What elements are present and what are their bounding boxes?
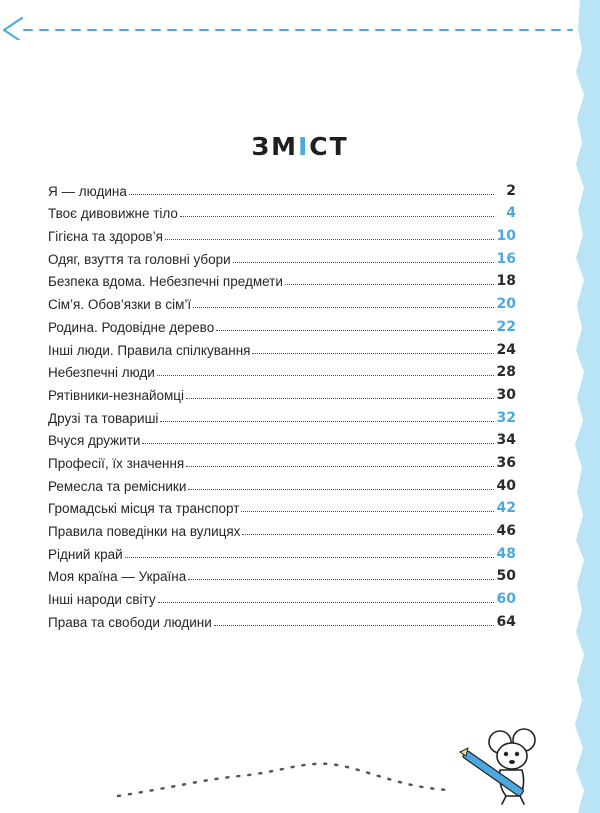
decorative-dotted-path	[110, 740, 470, 810]
toc-leader-dots	[252, 353, 494, 354]
toc-item	[48, 312, 516, 335]
toc-item-label: Ремесла та ремісники	[48, 478, 187, 494]
toc-item	[48, 584, 516, 607]
toc-item-label: Громадські місця та транспорт	[48, 501, 240, 517]
toc-item-label: Родина. Родовідне дерево	[48, 319, 215, 335]
toc-item-page: 48	[496, 545, 516, 562]
mouse-with-pencil-icon	[454, 722, 544, 808]
toc-leader-dots	[242, 534, 494, 535]
toc-leader-dots	[158, 602, 494, 603]
toc-item-page: 36	[496, 454, 516, 471]
toc-leader-dots	[285, 284, 494, 285]
toc-item-page: 46	[496, 523, 516, 539]
toc-leader-dots	[186, 466, 494, 467]
toc-item-label: Професії, їх значення	[48, 455, 185, 471]
toc-item	[48, 267, 516, 290]
toc-item-label: Правила поведінки на вулицях	[48, 524, 241, 539]
toc-item	[48, 607, 516, 630]
top-dashed-line	[0, 0, 600, 40]
toc-item	[48, 403, 516, 426]
toc-item-label: Небезпечні люди	[48, 365, 155, 381]
toc-item-page: 4	[506, 205, 516, 222]
toc-leader-dots	[180, 216, 494, 217]
toc-leader-dots	[125, 557, 494, 558]
toc-item-label: Моя країна — Україна	[48, 569, 187, 585]
toc-item	[48, 244, 516, 267]
toc-item-page: 32	[496, 409, 516, 426]
toc-item	[48, 426, 516, 449]
toc-leader-dots	[157, 375, 494, 376]
toc-leader-dots	[188, 489, 494, 490]
toc-item-page: 64	[496, 613, 516, 630]
toc-item	[48, 289, 516, 312]
toc-item-page: 24	[496, 341, 516, 358]
toc-leader-dots	[142, 443, 494, 444]
toc-item-label: Інші народи світу	[48, 592, 156, 608]
toc-item-page: 18	[496, 273, 516, 290]
toc-leader-dots	[233, 262, 494, 263]
toc-leader-dots	[216, 330, 494, 331]
toc-leader-dots	[160, 421, 494, 422]
toc-item	[48, 539, 516, 562]
toc-item-label: Я — людина	[48, 183, 127, 199]
toc-leader-dots	[188, 579, 494, 580]
toc-leader-dots	[241, 511, 494, 512]
toc-item-label: Рятівники-незнайомці	[48, 387, 185, 403]
toc-item-label: Твоє дивовижне тіло	[48, 206, 178, 222]
toc-item	[48, 199, 516, 222]
toc-item-page: 20	[496, 296, 516, 313]
decorative-side-strip	[570, 0, 600, 813]
toc-item-page: 10	[496, 228, 516, 245]
toc-leader-dots	[129, 194, 494, 195]
toc-item-page: 22	[496, 318, 516, 335]
toc-item	[48, 380, 516, 403]
toc-leader-dots	[193, 307, 494, 308]
toc-item-page: 42	[496, 500, 516, 517]
toc-item	[48, 562, 516, 585]
toc-leader-dots	[165, 239, 494, 240]
toc-item	[48, 516, 516, 539]
toc-item	[48, 358, 516, 381]
toc-item	[48, 335, 516, 358]
toc-item-page: 34	[496, 432, 516, 449]
toc-item	[48, 221, 516, 244]
toc-item-page: 40	[496, 477, 516, 494]
toc-item	[48, 471, 516, 494]
toc-item-page: 28	[496, 364, 516, 381]
toc-item-label: Права та свободи людини	[48, 614, 212, 630]
toc-item-label: Гігієна та здоров’я	[48, 229, 163, 245]
toc-leader-dots	[186, 398, 494, 399]
page-title: ЗМІСТ	[251, 132, 349, 161]
toc-leader-dots	[214, 625, 494, 626]
toc-item-label: Рідний край	[48, 546, 123, 562]
toc-item-page: 50	[496, 568, 516, 585]
table-of-contents	[48, 176, 516, 630]
toc-item-label: Друзі та товариші	[48, 410, 159, 426]
toc-item-page: 16	[496, 250, 516, 267]
toc-item-label: Одяг, взуття та головні убори	[48, 251, 231, 267]
toc-item-label: Вчуся дружити	[48, 433, 141, 449]
toc-item-page: 30	[496, 386, 516, 403]
toc-item	[48, 448, 516, 471]
toc-item-page: 60	[496, 591, 516, 608]
toc-item-label: Безпека вдома. Небезпечні предмети	[48, 274, 283, 290]
toc-item-label: Сім’я. Обов’язки в сім’ї	[48, 297, 192, 313]
toc-item	[48, 176, 516, 199]
toc-item	[48, 494, 516, 517]
toc-item-label: Інші люди. Правила спілкування	[48, 342, 251, 358]
toc-item-page: 2	[506, 182, 516, 199]
title-accent-letter: І	[297, 132, 310, 161]
